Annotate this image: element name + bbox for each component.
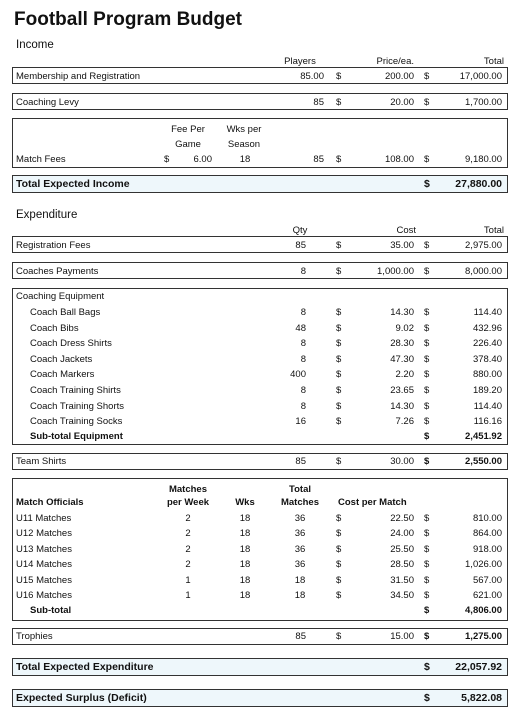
income-row-currency-2: $ xyxy=(424,97,430,108)
officials-row-label: U11 Matches xyxy=(16,513,72,524)
officials-header-tm-2: Matches xyxy=(280,497,319,508)
trophies-currency-1: $ xyxy=(336,631,342,642)
match-fees-price: 108.00 xyxy=(384,154,414,165)
equipment-item-qty: 48 xyxy=(295,322,306,334)
officials-row-currency-1: $ xyxy=(336,528,342,540)
match-fees-players: 85 xyxy=(313,154,324,165)
expenditure-row-qty: 8 xyxy=(300,266,306,277)
income-row-price: 20.00 xyxy=(390,97,414,108)
team-shirts-cost: 30.00 xyxy=(390,456,414,467)
officials-row-mpw: 1 xyxy=(185,574,191,586)
equipment-item-total: 114.40 xyxy=(473,400,502,412)
fee-per-game-header: Fee Per xyxy=(171,124,205,135)
officials-row-currency-1: $ xyxy=(336,559,342,571)
officials-row-cost: 31.50 xyxy=(390,574,414,586)
equipment-subtotal-currency: $ xyxy=(424,431,430,442)
officials-row-total: 621.00 xyxy=(472,590,502,601)
equipment-item-currency-2: $ xyxy=(424,385,430,396)
surplus-currency: $ xyxy=(424,692,430,704)
officials-row-total-matches: 18 xyxy=(294,574,306,586)
equipment-item-cost: 23.65 xyxy=(390,385,414,396)
team-shirts-total: 2,550.00 xyxy=(465,456,502,467)
officials-row-total: 810.00 xyxy=(472,513,502,524)
total-income-label: Total Expected Income xyxy=(16,178,130,190)
equipment-item-label: Coach Training Shorts xyxy=(30,400,124,412)
equipment-item-cost: 14.30 xyxy=(390,400,414,412)
equipment-item-cost: 2.20 xyxy=(395,369,414,381)
expenditure-row-qty: 85 xyxy=(295,240,306,251)
equipment-item-qty: 16 xyxy=(295,416,306,428)
income-header-players: Players xyxy=(284,56,316,67)
officials-row-label: U14 Matches xyxy=(16,559,72,571)
officials-row-label: U16 Matches xyxy=(16,590,72,601)
officials-row-cost: 25.50 xyxy=(390,543,414,555)
equipment-item-qty: 400 xyxy=(290,369,306,381)
expenditure-row-currency-2: $ xyxy=(424,266,430,277)
officials-row-wks: 18 xyxy=(239,528,251,540)
officials-row-currency-2: $ xyxy=(424,543,430,555)
total-income-value: 27,880.00 xyxy=(455,178,502,190)
income-row-currency-1: $ xyxy=(336,97,342,108)
officials-subtotal-label: Sub-total xyxy=(30,605,72,616)
income-header-price: Price/ea. xyxy=(376,56,414,67)
officials-row-currency-1: $ xyxy=(336,513,342,524)
officials-row-total: 864.00 xyxy=(472,528,502,540)
expenditure-header-total: Total xyxy=(483,225,504,236)
equipment-subtotal-label: Sub-total Equipment xyxy=(30,431,123,442)
expenditure-row-currency-1: $ xyxy=(336,240,342,251)
officials-row-currency-1: $ xyxy=(336,590,342,601)
equipment-item-total: 432.96 xyxy=(472,322,502,334)
officials-row-total-matches: 36 xyxy=(294,543,306,555)
team-shirts-label: Team Shirts xyxy=(16,456,67,467)
match-fees-fee-currency: $ xyxy=(164,154,170,165)
income-row-currency-1: $ xyxy=(336,71,342,82)
officials-row-label: U15 Matches xyxy=(16,574,72,586)
match-fees-wks: 18 xyxy=(239,154,251,165)
officials-row-currency-2: $ xyxy=(424,590,430,601)
equipment-item-cost: 14.30 xyxy=(390,307,414,318)
income-row-total: 17,000.00 xyxy=(459,71,502,82)
equipment-item-currency-1: $ xyxy=(336,400,342,412)
officials-subtotal-value: 4,806.00 xyxy=(465,605,502,616)
income-row-players: 85.00 xyxy=(300,71,324,82)
officials-header-cpm: Cost per Match xyxy=(338,497,407,508)
equipment-item-qty: 8 xyxy=(300,385,306,396)
officials-row-cost: 22.50 xyxy=(390,513,414,524)
team-shirts-currency-2: $ xyxy=(424,456,430,467)
equipment-item-label: Coach Jackets xyxy=(30,353,93,365)
expenditure-header-cost: Cost xyxy=(396,225,416,236)
equipment-item-currency-2: $ xyxy=(424,307,430,318)
equipment-item-cost: 7.26 xyxy=(395,416,414,428)
trophies-total: 1,275.00 xyxy=(465,631,502,642)
officials-subtotal-currency: $ xyxy=(424,605,430,616)
income-row-label: Membership and Registration xyxy=(16,71,141,82)
match-fees-total: 9,180.00 xyxy=(465,154,502,165)
equipment-item-label: Coach Training Socks xyxy=(30,416,123,428)
expenditure-row-total: 2,975.00 xyxy=(465,240,502,251)
equipment-item-total: 116.16 xyxy=(473,416,502,428)
officials-row-currency-1: $ xyxy=(336,543,342,555)
expenditure-row-currency-1: $ xyxy=(336,266,342,277)
officials-row-currency-2: $ xyxy=(424,559,430,571)
officials-row-wks: 18 xyxy=(239,559,251,571)
trophies-currency-2: $ xyxy=(424,631,430,642)
income-row-total: 1,700.00 xyxy=(465,97,502,108)
equipment-item-cost: 47.30 xyxy=(390,353,414,365)
equipment-item-cost: 9.02 xyxy=(395,322,414,334)
fee-per-game-header-2: Game xyxy=(175,139,201,150)
officials-row-total-matches: 18 xyxy=(294,590,306,601)
team-shirts-currency-1: $ xyxy=(336,456,342,467)
equipment-item-currency-1: $ xyxy=(336,416,342,428)
page-title: Football Program Budget xyxy=(14,9,242,30)
trophies-cost: 15.00 xyxy=(390,631,414,642)
equipment-item-currency-1: $ xyxy=(336,338,342,350)
expenditure-row-label: Coaches Payments xyxy=(16,266,99,277)
expenditure-row-currency-2: $ xyxy=(424,240,430,251)
officials-header-mpw-2: per Week xyxy=(166,497,210,508)
income-row-currency-2: $ xyxy=(424,71,430,82)
income-row-price: 200.00 xyxy=(384,71,414,82)
equipment-item-currency-1: $ xyxy=(336,307,342,318)
officials-row-mpw: 2 xyxy=(185,513,191,524)
surplus-value: 5,822.08 xyxy=(461,692,502,704)
expenditure-header-qty: Qty xyxy=(292,225,308,236)
equipment-item-qty: 8 xyxy=(300,400,306,412)
officials-row-wks: 18 xyxy=(239,543,251,555)
wks-per-season-header: Wks per xyxy=(226,124,262,135)
officials-row-total: 918.00 xyxy=(472,543,502,555)
expenditure-row-cost: 1,000.00 xyxy=(377,266,414,277)
officials-row-wks: 18 xyxy=(239,590,251,601)
officials-header-mpw-1: Matches xyxy=(168,484,207,495)
officials-header-wks: Wks xyxy=(235,497,255,508)
total-expenditure-value: 22,057.92 xyxy=(455,661,502,673)
equipment-item-total: 378.40 xyxy=(472,353,502,365)
trophies-qty: 85 xyxy=(295,631,306,642)
equipment-item-total: 189.20 xyxy=(472,385,502,396)
equipment-item-currency-2: $ xyxy=(424,322,430,334)
income-row-players: 85 xyxy=(313,97,324,108)
equipment-item-label: Coach Ball Bags xyxy=(30,307,101,318)
officials-row-mpw: 2 xyxy=(185,559,191,571)
officials-row-total: 1,026.00 xyxy=(465,559,502,571)
equipment-item-currency-1: $ xyxy=(336,322,342,334)
expenditure-row-label: Registration Fees xyxy=(16,240,91,251)
match-fees-fee: 6.00 xyxy=(193,154,212,165)
officials-row-mpw: 2 xyxy=(185,543,191,555)
officials-row-total-matches: 36 xyxy=(294,559,306,571)
equipment-item-currency-2: $ xyxy=(424,416,430,428)
expenditure-row-cost: 35.00 xyxy=(390,240,414,251)
officials-row-total: 567.00 xyxy=(472,574,502,586)
equipment-item-currency-1: $ xyxy=(336,353,342,365)
team-shirts-qty: 85 xyxy=(295,456,306,467)
officials-row-currency-2: $ xyxy=(424,574,430,586)
officials-row-cost: 34.50 xyxy=(390,590,414,601)
officials-row-currency-1: $ xyxy=(336,574,342,586)
match-fees-currency-1: $ xyxy=(336,154,342,165)
officials-row-currency-2: $ xyxy=(424,513,430,524)
expenditure-heading: Expenditure xyxy=(16,209,78,221)
officials-row-wks: 18 xyxy=(239,513,251,524)
equipment-label: Coaching Equipment xyxy=(16,291,105,302)
match-fees-label: Match Fees xyxy=(16,154,66,165)
income-row-label: Coaching Levy xyxy=(16,97,79,108)
trophies-label: Trophies xyxy=(16,631,53,642)
equipment-item-currency-2: $ xyxy=(424,400,430,412)
equipment-item-currency-2: $ xyxy=(424,338,430,350)
total-expenditure-label: Total Expected Expenditure xyxy=(16,661,154,673)
income-header-total: Total xyxy=(483,56,504,67)
officials-row-total-matches: 36 xyxy=(294,528,306,540)
equipment-subtotal-value: 2,451.92 xyxy=(465,431,502,442)
equipment-item-label: Coach Training Shirts xyxy=(30,385,121,396)
total-expenditure-currency: $ xyxy=(424,661,430,673)
equipment-item-label: Coach Markers xyxy=(30,369,95,381)
equipment-item-qty: 8 xyxy=(300,307,306,318)
officials-row-wks: 18 xyxy=(239,574,251,586)
equipment-item-total: 880.00 xyxy=(472,369,502,381)
officials-row-mpw: 1 xyxy=(185,590,191,601)
equipment-item-total: 114.40 xyxy=(473,307,502,318)
equipment-item-currency-2: $ xyxy=(424,353,430,365)
equipment-item-qty: 8 xyxy=(300,338,306,350)
officials-row-currency-2: $ xyxy=(424,528,430,540)
income-heading: Income xyxy=(16,39,54,51)
equipment-item-qty: 8 xyxy=(300,353,306,365)
equipment-item-currency-1: $ xyxy=(336,369,342,381)
officials-row-cost: 28.50 xyxy=(390,559,414,571)
officials-header-tm-1: Total xyxy=(289,484,311,495)
wks-per-season-header-2: Season xyxy=(227,139,261,150)
total-income-currency: $ xyxy=(424,178,430,190)
officials-header-label: Match Officials xyxy=(16,497,84,508)
equipment-item-currency-1: $ xyxy=(336,385,342,396)
officials-row-label: U12 Matches xyxy=(16,528,72,540)
expenditure-row-total: 8,000.00 xyxy=(465,266,502,277)
officials-row-cost: 24.00 xyxy=(390,528,414,540)
officials-row-total-matches: 36 xyxy=(294,513,306,524)
equipment-item-label: Coach Bibs xyxy=(30,322,79,334)
officials-row-mpw: 2 xyxy=(185,528,191,540)
equipment-item-cost: 28.30 xyxy=(390,338,414,350)
equipment-item-label: Coach Dress Shirts xyxy=(30,338,112,350)
surplus-label: Expected Surplus (Deficit) xyxy=(16,692,147,704)
match-fees-currency-2: $ xyxy=(424,154,430,165)
equipment-item-currency-2: $ xyxy=(424,369,430,381)
equipment-item-total: 226.40 xyxy=(472,338,502,350)
officials-row-label: U13 Matches xyxy=(16,543,72,555)
